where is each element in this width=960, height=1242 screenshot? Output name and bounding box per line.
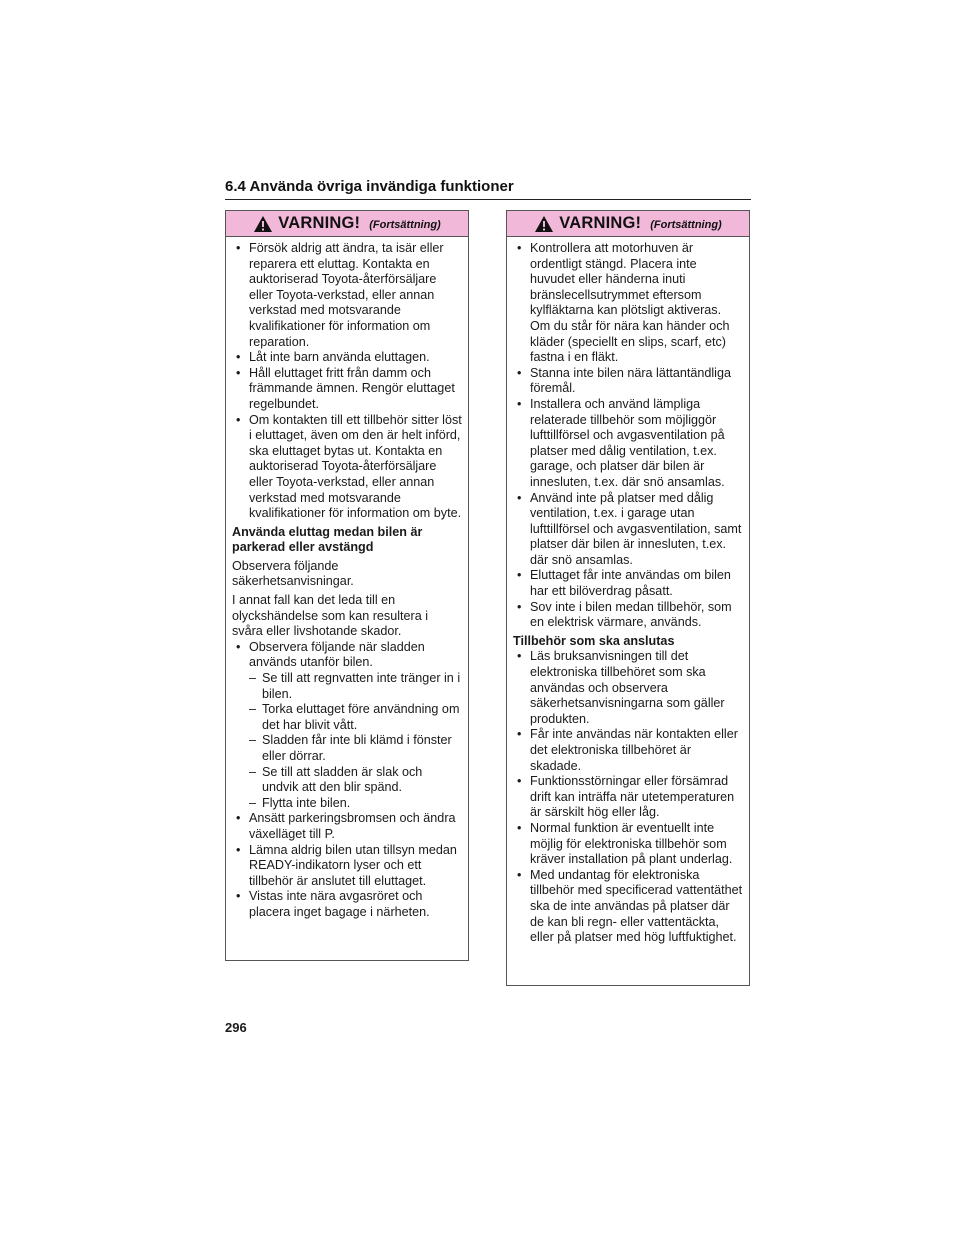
warning-continued: (Fortsättning) xyxy=(369,219,441,231)
warning-box-left xyxy=(225,210,469,961)
subsection-heading: Tillbehör som ska anslutas xyxy=(513,633,675,648)
page-number: 296 xyxy=(225,1020,247,1035)
list-item: • Sov inte i bilen medan tillbehör, som en elektrisk värmare, används. xyxy=(513,600,743,631)
list-item: • Försök aldrig att ändra, ta isär eller reparera ett eluttag. Kontakta en auktoriserad Toyota-återförsäljare eller Toyota-verkstad, eller annan verkstad med motsvarande kvalifikationer för information om reparation. xyxy=(232,241,462,350)
list-item: • Installera och använd lämpliga relaterade tillbehör som möjliggör lufttillförsel och avgasventilation på platser med dålig ventilation, t.ex. garage, och platser där bilen är innesluten, t.ex. där snö ansamlas. xyxy=(513,397,743,491)
sub-item: – Torka eluttaget före användning om det har blivit vått. xyxy=(232,702,462,733)
list-item: • Om kontakten till ett tillbehör sitter löst i eluttaget, även om den är helt införd, ska eluttaget bytas ut. Kontakta en auktoriserad Toyota-återförsäljare eller Toyota-verkstad, eller annan verkstad med motsvarande kvalifikationer för information om byte. xyxy=(232,413,462,522)
list-item: • Kontrollera att motorhuven är ordentligt stängd. Placera inte huvudet eller händerna inuti bränslecellsutrymmet eftersom kylfläktarna kan plötsligt aktiveras. Om du står för nära kan händer och kläder (speciellt en slips, scarf, etc) fastna i en fläkt. xyxy=(513,241,743,366)
warning-triangle-icon xyxy=(253,215,273,233)
sub-item: – Flytta inte bilen. xyxy=(232,796,462,812)
sub-item: – Se till att regnvatten inte tränger in i bilen. xyxy=(232,671,462,702)
warning-content xyxy=(507,237,749,946)
list-item: • Funktionsstörningar eller försämrad drift kan inträffa när utetemperaturen är särskilt hög eller låg. xyxy=(513,774,743,821)
list-item: • Observera följande när sladden används utanför bilen. xyxy=(232,640,462,671)
warning-triangle-icon xyxy=(534,215,554,233)
list-item: • Vistas inte nära avgasröret och placera inget bagage i närheten. xyxy=(232,889,462,920)
warning-bar xyxy=(507,211,749,237)
list-item: • Normal funktion är eventuellt inte möjlig för elektroniska tillbehör som kräver installation på plant underlag. xyxy=(513,821,743,868)
warning-box-right xyxy=(506,210,750,986)
paragraph: Observera följande säkerhetsanvisningar. xyxy=(232,558,354,589)
list-item: • Ansätt parkeringsbromsen och ändra växelläget till P. xyxy=(232,811,462,842)
list-item: • Håll eluttaget fritt från damm och främmande ämnen. Rengör eluttaget regelbundet. xyxy=(232,366,462,413)
warning-label: VARNING! xyxy=(559,214,642,232)
list-item: • Får inte användas när kontakten eller det elektroniska tillbehöret är skadade. xyxy=(513,727,743,774)
warning-content xyxy=(226,237,468,921)
sub-item: – Sladden får inte bli klämd i fönster eller dörrar. xyxy=(232,733,462,764)
list-item: • Eluttaget får inte användas om bilen har ett bilöverdrag påsatt. xyxy=(513,568,743,599)
list-item: • Läs bruksanvisningen till det elektroniska tillbehöret som ska användas och observera säkerhetsanvisningarna som gäller produkten. xyxy=(513,649,743,727)
warning-label: VARNING! xyxy=(278,214,361,232)
list-item: • Med undantag för elektroniska tillbehör med specificerad vattentäthet ska de inte användas på platser där de kan bli regn- eller vattentäckta, eller på platser med hög luftfuktighet. xyxy=(513,868,743,946)
warning-bar xyxy=(226,211,468,237)
paragraph: I annat fall kan det leda till en olyckshändelse som kan resultera i svåra eller livshotande skador. xyxy=(232,593,428,639)
sub-item: – Se till att sladden är slak och undvik att den blir spänd. xyxy=(232,765,462,796)
subsection-heading: Använda eluttag medan bilen är parkerad eller avstängd xyxy=(232,524,423,555)
list-item: • Låt inte barn använda eluttagen. xyxy=(232,350,462,366)
warning-continued: (Fortsättning) xyxy=(650,219,722,231)
list-item: • Stanna inte bilen nära lättantändliga föremål. xyxy=(513,366,743,397)
list-item: • Lämna aldrig bilen utan tillsyn medan READY-indikatorn lyser och ett tillbehör är anslutet till eluttaget. xyxy=(232,843,462,890)
section-header: 6.4 Använda övriga invändiga funktioner xyxy=(225,178,751,200)
list-item: • Använd inte på platser med dålig ventilation, t.ex. i garage utan lufttillförsel och avgasventilation, samt platser där bilen är innesluten, t.ex. där snö ansamlas. xyxy=(513,491,743,569)
